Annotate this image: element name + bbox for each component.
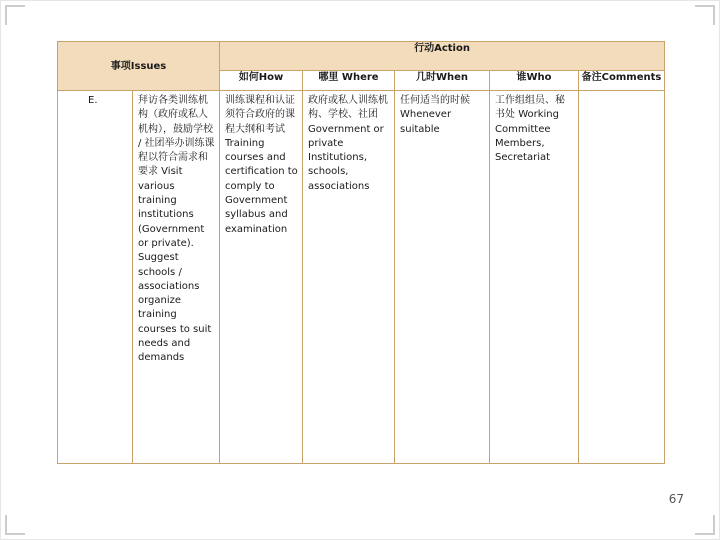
corner-decoration [695,5,715,25]
how-cell: 训练课程和认证须符合政府的课程大纲和考试 Training courses and certification to comply to Government syllabus and examination [220,91,303,464]
when-header: 几时When [395,71,490,91]
who-cell: 工作组组员、秘书处 Working Committee Members, Secretariat [490,91,579,464]
corner-decoration [695,515,715,535]
how-header: 如何How [220,71,303,91]
action-header: 行动Action [220,42,665,71]
corner-decoration [5,515,25,535]
action-table [57,41,665,464]
where-header: 哪里 Where [303,71,395,91]
when-cell: 任何适当的时候 Whenever suitable [395,91,490,464]
comments-cell [579,91,665,464]
issues-header: 事项Issues [58,42,220,91]
table-row [58,91,665,464]
where-cell: 政府或私人训练机构、学校、社团 Government or private Institutions, schools, associations [303,91,395,464]
who-header: 谁Who [490,71,579,91]
corner-decoration [5,5,25,25]
comments-header: 备注Comments [579,71,665,91]
header-row [58,42,665,71]
page-number: 67 [668,492,684,506]
row-label: E. [58,91,133,464]
issue-cell: 拜访各类训练机构（政府或私人机构），鼓励学校 / 社团举办训练课程以符合需求和要求 Visit various training institutions (Government or private). Suggest schools / associations organize training courses to suit needs and demands [133,91,220,464]
